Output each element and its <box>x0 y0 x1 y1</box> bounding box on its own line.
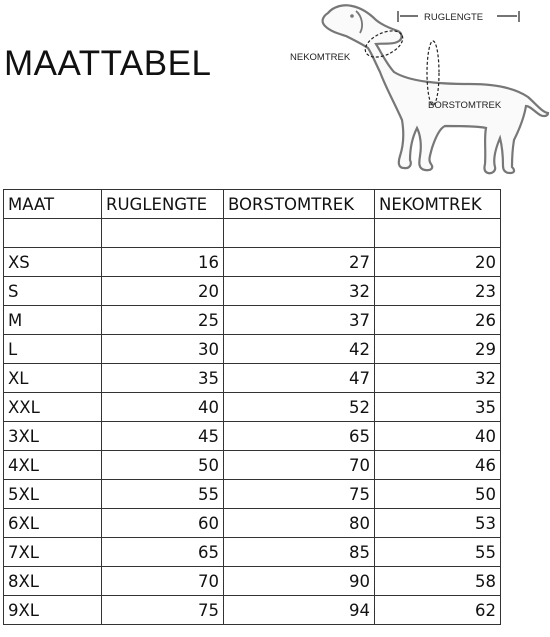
table-row <box>4 567 501 596</box>
cell-ruglengte: 20 <box>102 277 224 306</box>
cell-nekomtrek: 40 <box>375 422 501 451</box>
cell-borstomtrek: 65 <box>224 422 375 451</box>
cell-maat: XS <box>4 248 102 277</box>
table-row <box>4 393 501 422</box>
size-table <box>3 189 501 625</box>
cell-borstomtrek: 52 <box>224 393 375 422</box>
cell-ruglengte <box>102 219 224 248</box>
cell-maat <box>4 219 102 248</box>
table-row <box>4 509 501 538</box>
table-row <box>4 480 501 509</box>
cell-borstomtrek: 47 <box>224 364 375 393</box>
cell-maat: XL <box>4 364 102 393</box>
table-row <box>4 422 501 451</box>
cell-ruglengte: 60 <box>102 509 224 538</box>
cell-ruglengte: 35 <box>102 364 224 393</box>
header-borstomtrek: BORSTOMTREK <box>224 190 375 219</box>
cell-ruglengte: 50 <box>102 451 224 480</box>
cell-maat: S <box>4 277 102 306</box>
nekomtrek-label: NEKOMTREK <box>290 52 351 63</box>
header-maat: MAAT <box>4 190 102 219</box>
cell-maat: L <box>4 335 102 364</box>
cell-nekomtrek: 35 <box>375 393 501 422</box>
cell-maat: 7XL <box>4 538 102 567</box>
table-row <box>4 538 501 567</box>
cell-maat: 5XL <box>4 480 102 509</box>
dog-outline <box>323 5 548 173</box>
cell-nekomtrek: 29 <box>375 335 501 364</box>
cell-maat: 8XL <box>4 567 102 596</box>
table-row <box>4 248 501 277</box>
table-row <box>4 219 501 248</box>
cell-borstomtrek: 85 <box>224 538 375 567</box>
cell-nekomtrek: 50 <box>375 480 501 509</box>
cell-borstomtrek: 80 <box>224 509 375 538</box>
cell-maat: 3XL <box>4 422 102 451</box>
header-nekomtrek: NEKOMTREK <box>375 190 501 219</box>
table-row <box>4 596 501 625</box>
cell-borstomtrek: 42 <box>224 335 375 364</box>
cell-borstomtrek: 90 <box>224 567 375 596</box>
cell-ruglengte: 70 <box>102 567 224 596</box>
table-header-row <box>4 190 501 219</box>
table-row <box>4 364 501 393</box>
cell-nekomtrek <box>375 219 501 248</box>
cell-borstomtrek: 70 <box>224 451 375 480</box>
cell-borstomtrek: 37 <box>224 306 375 335</box>
cell-nekomtrek: 55 <box>375 538 501 567</box>
cell-borstomtrek: 94 <box>224 596 375 625</box>
cell-borstomtrek: 75 <box>224 480 375 509</box>
cell-nekomtrek: 32 <box>375 364 501 393</box>
ruglengte-label: RUGLENGTE <box>424 12 484 23</box>
cell-nekomtrek: 62 <box>375 596 501 625</box>
cell-ruglengte: 40 <box>102 393 224 422</box>
cell-nekomtrek: 58 <box>375 567 501 596</box>
cell-maat: M <box>4 306 102 335</box>
table-row <box>4 451 501 480</box>
page-title: MAATTABEL <box>4 44 212 83</box>
cell-nekomtrek: 53 <box>375 509 501 538</box>
cell-ruglengte: 55 <box>102 480 224 509</box>
dog-measurement-diagram <box>0 0 550 180</box>
cell-ruglengte: 45 <box>102 422 224 451</box>
cell-borstomtrek: 27 <box>224 248 375 277</box>
cell-ruglengte: 65 <box>102 538 224 567</box>
cell-maat: XXL <box>4 393 102 422</box>
cell-nekomtrek: 26 <box>375 306 501 335</box>
cell-borstomtrek: 32 <box>224 277 375 306</box>
dog-eye <box>350 14 354 18</box>
cell-nekomtrek: 46 <box>375 451 501 480</box>
cell-ruglengte: 75 <box>102 596 224 625</box>
cell-nekomtrek: 20 <box>375 248 501 277</box>
table-row <box>4 306 501 335</box>
cell-nekomtrek: 23 <box>375 277 501 306</box>
header-ruglengte: RUGLENGTE <box>102 190 224 219</box>
cell-maat: 9XL <box>4 596 102 625</box>
cell-ruglengte: 25 <box>102 306 224 335</box>
cell-maat: 6XL <box>4 509 102 538</box>
table-row <box>4 335 501 364</box>
cell-borstomtrek <box>224 219 375 248</box>
borstomtrek-label: BORSTOMTREK <box>428 100 502 111</box>
table-row <box>4 277 501 306</box>
cell-ruglengte: 30 <box>102 335 224 364</box>
cell-ruglengte: 16 <box>102 248 224 277</box>
cell-maat: 4XL <box>4 451 102 480</box>
